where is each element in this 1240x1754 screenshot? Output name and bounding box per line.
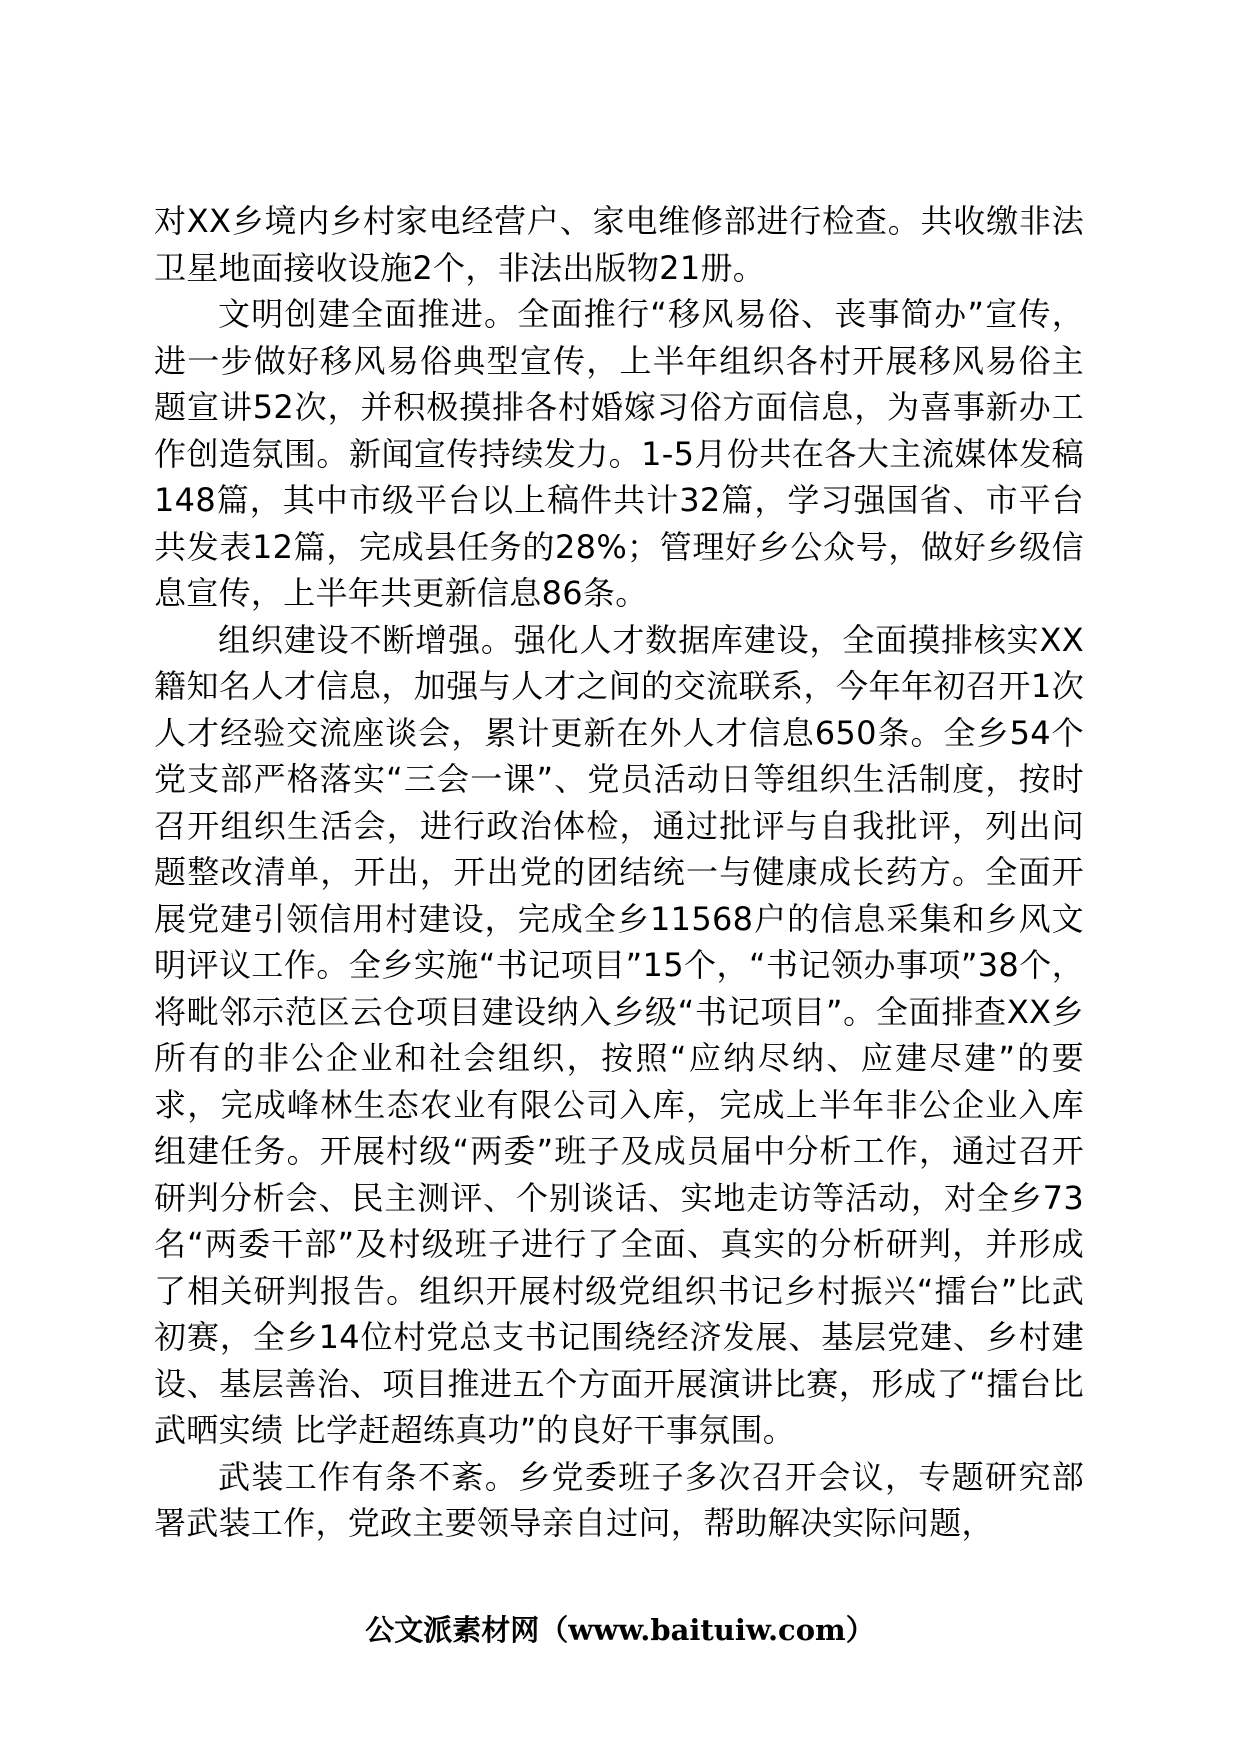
paragraph-3: 组织建设不断增强。强化人才数据库建设，全面摸排核实XX籍知名人才信息，加强与人才之间的交流联系，今年年初召开1次人才经验交流座谈会，累计更新在外人才信息650条。全乡54个党支部严格落实“三会一课”、党员活动日等组织生活制度，按时召开组织生活会，进行政治体检，通过批评与自我批评，列出问题整改清单，开出，开出党的团结统一与健康成长药方。全面开展党建引领信用村建设，完成全乡11568户的信息采集和乡风文明评议工作。全乡实施“书记项目”15个，“书记领办事项”38个，将毗邻示范区云仓项目建设纳入乡级“书记项目”。全面排查XX乡所有的非公企业和社会组织，按照“应纳尽纳、应建尽建”的要求，完成峰林生态农业有限公司入库，完成上半年非公企业入库组建任务。开展村级“两委”班子及成员届中分析工作，通过召开研判分析会、民主测评、个别谈话、实地走访等活动，对全乡73名“两委干部”及村级班子进行了全面、真实的分析研判，并形成了相关研判报告。组织开展村级党组织书记乡村振兴“擂台”比武初赛，全乡14位村党总支书记围绕经济发展、基层党建、乡村建设、基层善治、项目推进五个方面开展演讲比赛，形成了“擂台比武晒实绩 比学赶超练真功”的良好干事氛围。	[154, 620, 1084, 1449]
paragraph-4: 武装工作有条不紊。乡党委班子多次召开会议，专题研究部署武装工作，党政主要领导亲自过问，帮助解决实际问题，	[154, 1457, 1084, 1542]
paragraph-1: 对XX乡境内乡村家电经营户、家电维修部进行检查。共收缴非法卫星地面接收设施2个，非法出版物21册。	[154, 202, 1084, 287]
document-body	[154, 198, 1084, 1547]
paragraph-2: 文明创建全面推进。全面推行“移风易俗、丧事简办”宣传，进一步做好移风易俗典型宣传，上半年组织各村开展移风易俗主题宣讲52次，并积极摸排各村婚嫁习俗方面信息，为喜事新办工作创造氛围。新闻宣传持续发力。1-5月份共在各大主流媒体发稿148篇，其中市级平台以上稿件共计32篇，学习强国省、市平台共发表12篇，完成县任务的28%；管理好乡公众号，做好乡级信息宣传，上半年共更新信息86条。	[154, 295, 1084, 612]
page-footer: 公文派素材网（www.baituiw.com）	[365, 1613, 875, 1647]
